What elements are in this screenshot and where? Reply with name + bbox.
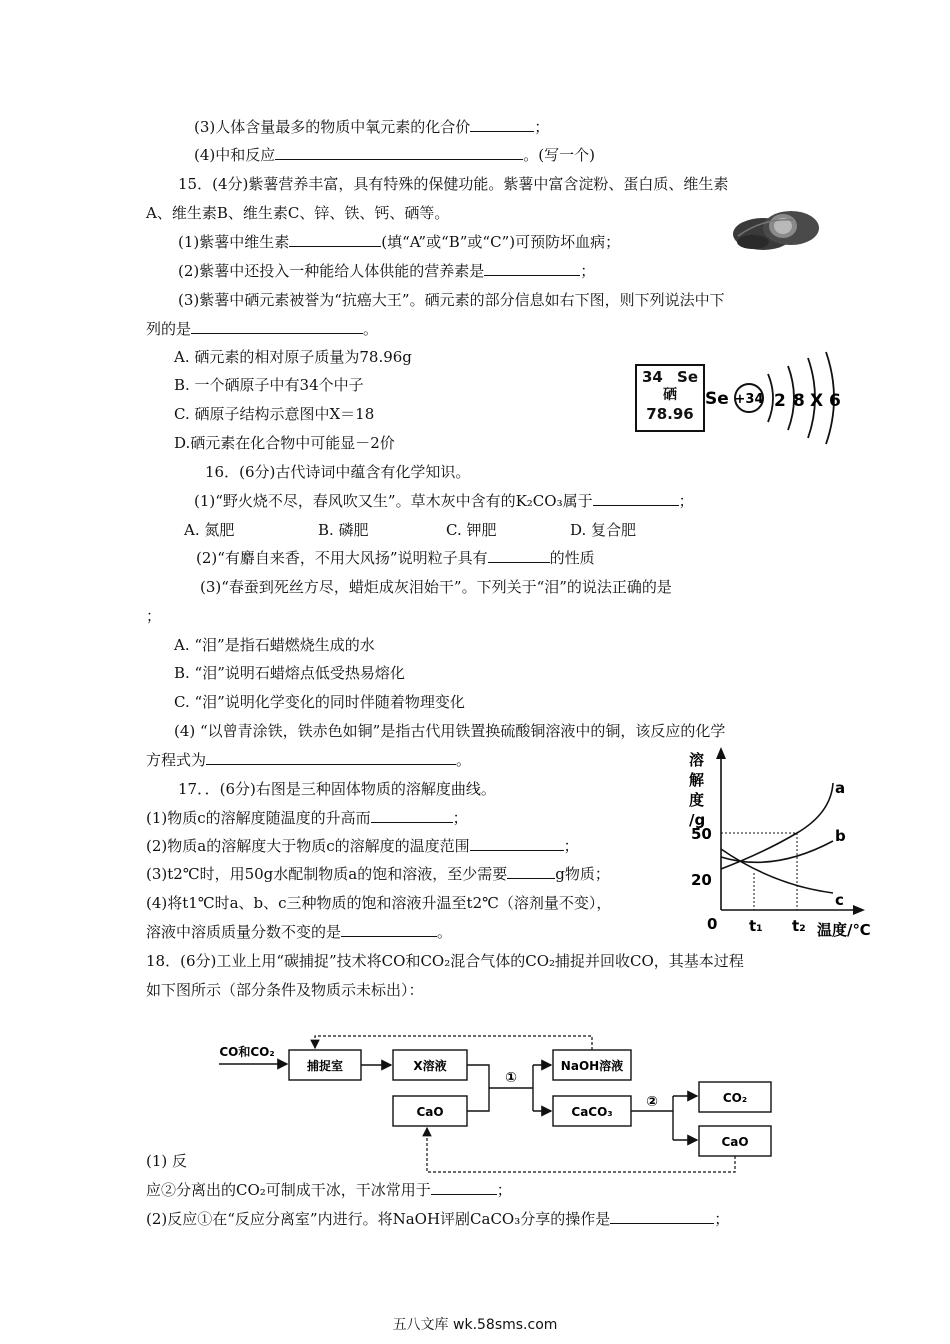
shell-3-count: X bbox=[810, 391, 824, 411]
y-label-2: 解 bbox=[689, 771, 705, 789]
x-axis-label: 温度/℃ bbox=[817, 921, 871, 939]
capture-chamber-label: 捕捉室 bbox=[306, 1059, 344, 1073]
q15-1-blank bbox=[289, 232, 381, 247]
element-symbol: Se bbox=[677, 368, 698, 386]
q17-3-tail: g物质； bbox=[555, 865, 610, 883]
naoh-solution-label: NaOH溶液 bbox=[560, 1059, 624, 1073]
q17-2-line bbox=[146, 836, 579, 856]
q17-2-text: (2)物质a的溶解度大于物质c的溶解度的温度范围 bbox=[146, 837, 470, 855]
q17-1-blank bbox=[371, 808, 453, 823]
x-tick-t1: t₁ bbox=[749, 917, 763, 935]
q17-4-blank bbox=[341, 922, 437, 937]
q16-4-text2: 方程式为 bbox=[146, 751, 207, 769]
q14-3-tail: ； bbox=[534, 118, 550, 136]
reaction-2-label: ② bbox=[646, 1094, 658, 1110]
q14-3-text: (3)人体含量最多的物质中氧元素的化合价 bbox=[194, 118, 471, 136]
atom-structure-diagram bbox=[702, 346, 850, 448]
solubility-graph bbox=[683, 745, 873, 943]
q15-2-text: (2)紫薯中还投入一种能给人体供能的营养素是 bbox=[178, 262, 485, 280]
q16-1-text: (1)“野火烧不尽，春风吹又生”。草木灰中含有的K₂CO₃属于 bbox=[194, 492, 593, 510]
q14-4-text: (4)中和反应 bbox=[194, 146, 276, 164]
q18-1-tail: ； bbox=[496, 1181, 512, 1199]
q16-4-blank bbox=[206, 750, 456, 765]
q16-stem: 16．(6分)古代诗词中蕴含有化学知识。 bbox=[205, 463, 471, 481]
q16-1-line bbox=[194, 491, 694, 511]
q17-1-tail: ； bbox=[452, 809, 468, 827]
q18-1-blank bbox=[431, 1180, 497, 1195]
q15-2-line bbox=[178, 261, 595, 281]
q17-4-tail: 。 bbox=[437, 923, 453, 941]
q15-option-c: C. 硒原子结构示意图中X＝18 bbox=[174, 405, 375, 423]
q18-1-line2 bbox=[146, 1180, 512, 1200]
q15-2-tail: ； bbox=[580, 262, 596, 280]
q17-1-line bbox=[146, 808, 468, 828]
q17-3-blank bbox=[507, 864, 555, 879]
co2-output-label: CO₂ bbox=[722, 1091, 748, 1105]
q14-3-blank bbox=[470, 117, 534, 132]
q16-3-tail: ； bbox=[146, 607, 162, 625]
q16-3-option-c: C. “泪”说明化学变化的同时伴随着物理变化 bbox=[174, 693, 465, 711]
element-card bbox=[635, 364, 705, 432]
carbon-capture-flow-diagram bbox=[215, 1030, 785, 1180]
q16-2-tail: 的性质 bbox=[549, 549, 595, 567]
y-tick-20: 20 bbox=[691, 871, 712, 889]
q18-2-blank bbox=[610, 1209, 714, 1224]
q16-2-blank bbox=[488, 548, 550, 563]
q18-1-text: (1) 反 bbox=[146, 1152, 188, 1170]
cao-output-label: CaO bbox=[721, 1135, 749, 1149]
q18-2-text: (2)反应①在“反应分离室”内进行。将NaOH评剧CaCO₃分享的操作是 bbox=[146, 1210, 611, 1228]
reaction-1-label: ① bbox=[505, 1070, 517, 1086]
cao-recycle-arrow bbox=[427, 1128, 735, 1172]
q16-4-line2 bbox=[146, 750, 471, 770]
atom-symbol: Se bbox=[705, 389, 729, 409]
y-label-1: 溶 bbox=[689, 751, 705, 769]
q16-3-option-b: B. “泪”说明石蜡熔点低受热易熔化 bbox=[174, 664, 405, 682]
q15-3-text2: 列的是 bbox=[146, 320, 192, 338]
x-axis-arrow bbox=[853, 905, 865, 915]
q16-1-tail: ； bbox=[678, 492, 694, 510]
y-tick-50: 50 bbox=[691, 825, 712, 843]
flow-input-label: CO和CO₂ bbox=[219, 1045, 275, 1059]
q16-3-text: (3)“春蚕到死丝方尽，蜡炬成灰泪始干”。下列关于“泪”的说法正确的是 bbox=[200, 578, 672, 596]
q17-4-text2: 溶液中溶质质量分数不变的是 bbox=[146, 923, 342, 941]
q16-4-tail: 。 bbox=[456, 751, 472, 769]
sweet-potato-image bbox=[733, 198, 819, 258]
q15-option-a: A. 硒元素的相对原子质量为78.96g bbox=[174, 348, 412, 366]
y-axis-arrow bbox=[716, 747, 726, 759]
atomic-mass: 78.96 bbox=[646, 405, 694, 423]
q16-3-option-a: A. “泪”是指石蜡燃烧生成的水 bbox=[174, 636, 375, 654]
x-solution-label: X溶液 bbox=[413, 1059, 447, 1073]
shell-1-count: 2 bbox=[774, 391, 786, 411]
q16-option-c: C. 钾肥 bbox=[446, 521, 497, 539]
q16-2-text: (2)“有麝自来香，不用大风扬”说明粒子具有 bbox=[196, 549, 488, 567]
q17-3-text: (3)t2℃时，用50g水配制物质a的饱和溶液，至少需要 bbox=[146, 865, 508, 883]
q15-2-blank bbox=[484, 261, 580, 276]
shell-2-count: 8 bbox=[793, 391, 805, 411]
shell-4-count: 6 bbox=[829, 391, 841, 411]
caco3-label: CaCO₃ bbox=[571, 1105, 613, 1119]
q16-2-line bbox=[196, 548, 595, 568]
q17-4-text: (4)将t1℃时a、b、c三种物质的饱和溶液升温至t2℃（溶剂量不变）， bbox=[146, 894, 612, 912]
q15-1-tail: (填“A”或“B”或“C”)可预防坏血病； bbox=[381, 233, 621, 251]
curve-b-label: b bbox=[835, 827, 846, 845]
q14-4-line bbox=[194, 145, 595, 165]
q16-4-text: (4) “以曾青涂铁，铁赤色如铜”是指古代用铁置换硫酸铜溶液中的铜，该反应的化学 bbox=[174, 722, 726, 740]
q17-1-text: (1)物质c的溶解度随温度的升高而 bbox=[146, 809, 371, 827]
q17-3-line bbox=[146, 864, 610, 884]
curve-c bbox=[721, 849, 833, 893]
q17-4-line2 bbox=[146, 922, 452, 942]
q15-3-tail: 。 bbox=[363, 320, 379, 338]
q17-stem: 17．．(6分)右图是三种固体物质的溶解度曲线。 bbox=[178, 780, 496, 798]
naoh-recycle-arrow bbox=[315, 1036, 592, 1050]
q18-1-text2: 应②分离出的CO₂可制成干冰，干冰常用于 bbox=[146, 1181, 431, 1199]
y-label-3: 度 bbox=[689, 791, 705, 809]
curve-c-label: c bbox=[835, 891, 844, 909]
curve-a-label: a bbox=[835, 779, 846, 797]
q14-4-tail: 。(写一个) bbox=[523, 146, 595, 164]
q17-2-tail: ； bbox=[563, 837, 579, 855]
atomic-number: 34 bbox=[642, 368, 663, 386]
q15-option-d: D.硒元素在化合物中可能显－2价 bbox=[174, 434, 395, 452]
element-name: 硒 bbox=[663, 387, 677, 403]
q14-3-line bbox=[194, 117, 549, 137]
page-footer: 五八文库 wk.58sms.com bbox=[392, 1317, 558, 1333]
q15-stem: 15．(4分)紫薯营养丰富，具有特殊的保健功能。紫薯中富含淀粉、蛋白质、维生素 bbox=[178, 175, 729, 193]
nucleus-charge: +34 bbox=[734, 392, 764, 407]
q16-option-d: D. 复合肥 bbox=[570, 521, 637, 539]
q14-4-blank bbox=[275, 145, 523, 160]
q18-2-tail: ； bbox=[714, 1210, 730, 1228]
q18-stem: 18．(6分)工业上用“碳捕捉”技术将CO和CO₂混合气体的CO₂捕捉并回收CO，其基本过程 bbox=[146, 952, 744, 970]
q15-1-text: (1)紫薯中维生素 bbox=[178, 233, 290, 251]
q15-1-line bbox=[178, 232, 620, 252]
q17-2-blank bbox=[470, 836, 564, 851]
q15-3-blank bbox=[191, 319, 363, 334]
origin-label: 0 bbox=[707, 915, 718, 933]
q15-3-text: (3)紫薯中硒元素被誉为“抗癌大王”。硒元素的部分信息如右下图，则下列说法中下 bbox=[178, 291, 725, 309]
q15-3-line2 bbox=[146, 319, 378, 339]
q18-2-line bbox=[146, 1209, 729, 1229]
curve-a bbox=[721, 783, 833, 869]
q18-stem-cont: 如下图所示（部分条件及物质示未标出）： bbox=[146, 981, 424, 999]
q15-option-b: B. 一个硒原子中有34个中子 bbox=[174, 376, 364, 394]
q16-option-a: A. 氮肥 bbox=[184, 521, 235, 539]
y-label-4: /g bbox=[689, 811, 706, 829]
q16-option-b: B. 磷肥 bbox=[318, 521, 369, 539]
q16-1-blank bbox=[593, 491, 679, 506]
q15-stem-cont: A、维生素B、维生素C、锌、铁、钙、硒等。 bbox=[146, 204, 450, 222]
cao-input-label: CaO bbox=[416, 1105, 444, 1119]
x-tick-t2: t₂ bbox=[792, 917, 806, 935]
